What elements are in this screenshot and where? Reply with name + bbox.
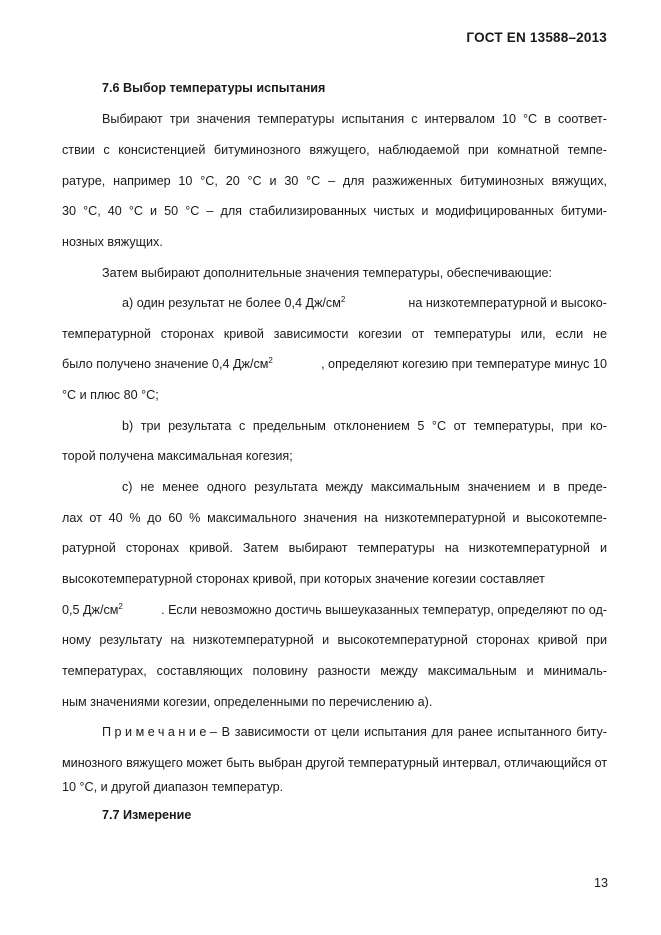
section-7-6-title: 7.6 Выбор температуры испытания bbox=[102, 81, 326, 95]
list-item-a-line bbox=[62, 356, 607, 372]
paragraph-line: ствии с консистенцией битуминозного вяжущего, наблюдаемой при комнатной темпе- bbox=[62, 143, 607, 157]
superscript: 2 bbox=[118, 601, 123, 611]
superscript: 2 bbox=[268, 355, 273, 365]
paragraph-line: нозных вяжущих. bbox=[62, 235, 163, 249]
paragraph-line: Выбирают три значения температуры испытания с интервалом 10 °С в соответ- bbox=[102, 112, 607, 126]
document-header: ГОСТ EN 13588–2013 bbox=[466, 30, 607, 45]
note-line: 10 °С, и другой диапазон температур. bbox=[62, 780, 284, 794]
list-item-c-line: температурах, составляющих половину разности между максимальным и минималь- bbox=[62, 664, 607, 678]
list-item-c-line: ному результату на низкотемпературной и высокотемпературной сторонах кривой при bbox=[62, 633, 607, 647]
list-item-a-line: температурной сторонах кривой зависимости когезии от температуры или, если не bbox=[62, 327, 607, 341]
list-item-text: 0,5 Дж/см bbox=[62, 603, 119, 617]
note-label: Примечание bbox=[102, 725, 210, 739]
note-text: – В зависимости от цели испытания для ранее испытанного биту- bbox=[209, 725, 607, 739]
list-item-c-line: c) не менее одного результата между максимальным значением и в преде- bbox=[122, 480, 607, 494]
note-line bbox=[102, 724, 607, 740]
paragraph-line: Затем выбирают дополнительные значения температуры, обеспечивающие: bbox=[102, 266, 552, 280]
list-item-c-line: ным значениями когезии, определенными по перечислению а). bbox=[62, 695, 433, 709]
paragraph-line: ратуре, например 10 °С, 20 °С и 30 °С – для разжиженных битуминозных вяжущих, bbox=[62, 174, 607, 188]
list-item-text: было получено значение 0,4 Дж/см bbox=[62, 357, 269, 371]
list-item-a-line bbox=[122, 295, 607, 311]
list-item-a-line: °С и плюс 80 °С; bbox=[62, 388, 159, 402]
paragraph-line: 30 °С, 40 °С и 50 °С – для стабилизированных чистых и модифицированных битуми- bbox=[62, 204, 607, 218]
section-7-7-title: 7.7 Измерение bbox=[102, 808, 192, 822]
list-item-c-line bbox=[62, 602, 607, 618]
page-number: 13 bbox=[593, 876, 608, 890]
note-line: минозного вяжущего может быть выбран другой температурный интервал, отличающийся от bbox=[62, 756, 608, 770]
list-item-c-line: ратурной сторонах кривой. Затем выбирают температуры на низкотемпературной и bbox=[62, 541, 607, 555]
list-item-text: на низкотемпературной и высоко- bbox=[408, 296, 607, 310]
list-item-b-line: торой получена максимальная когезия; bbox=[62, 449, 293, 463]
list-item-text: , определяют когезию при температуре минус 10 bbox=[321, 357, 607, 371]
list-item-text: . Если невозможно достичь вышеуказанных температур, определяют по од- bbox=[161, 603, 607, 617]
list-item-b-line: b) три результата с предельным отклонением 5 °С от температуры, при ко- bbox=[122, 419, 607, 433]
list-item-c-line: лах от 40 % до 60 % максимального значения на низкотемпературной и высокотемпе- bbox=[62, 511, 607, 525]
superscript: 2 bbox=[340, 294, 346, 304]
list-item-c-line: высокотемпературной сторонах кривой, при которых значение когезии составляет bbox=[62, 572, 545, 586]
list-item-text: а) один результат не более 0,4 Дж/см bbox=[122, 296, 341, 310]
